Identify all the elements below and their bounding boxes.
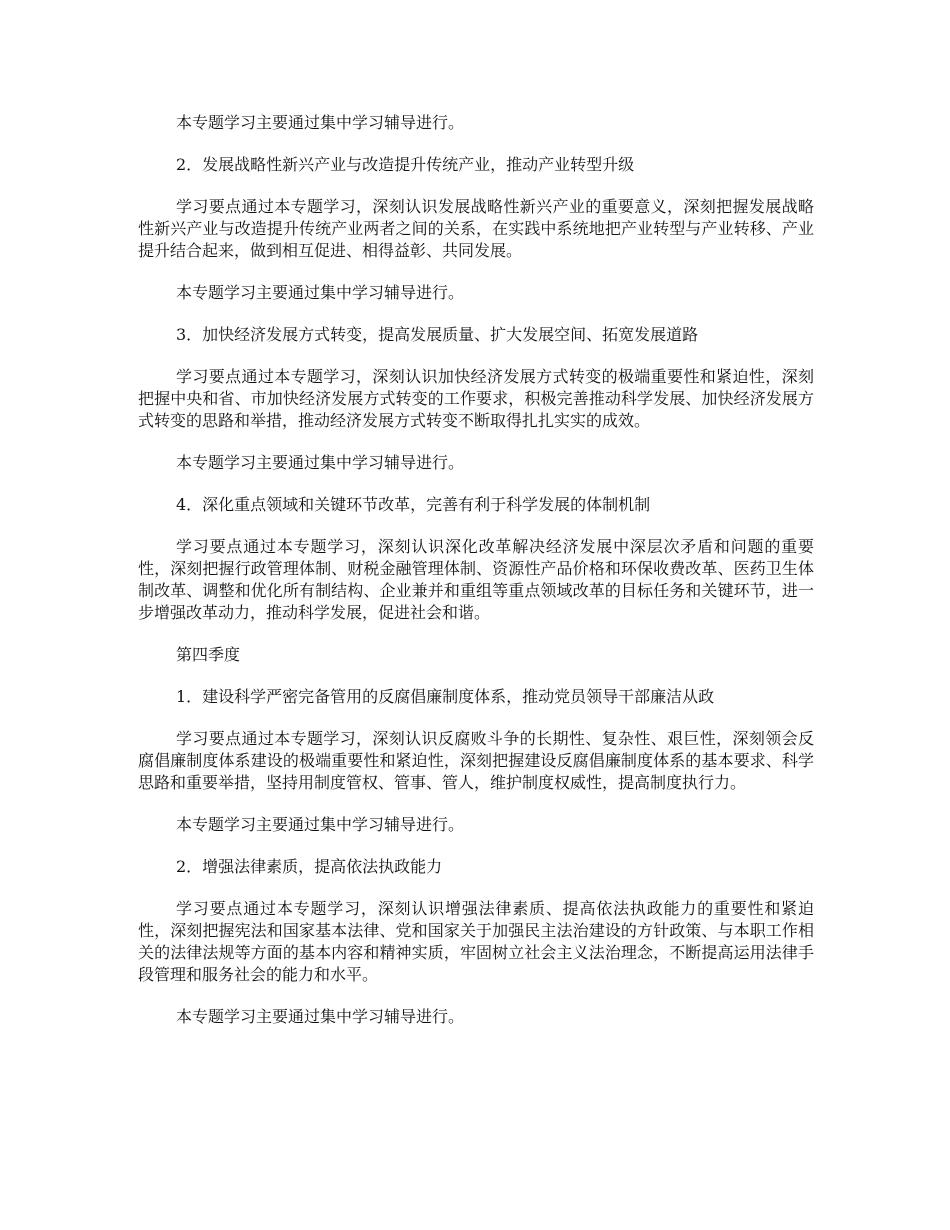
- paragraph-method-note: 本专题学习主要通过集中学习辅导进行。: [176, 453, 465, 472]
- paragraph-method-note: 本专题学习主要通过集中学习辅导进行。: [176, 283, 465, 302]
- paragraph-study-points: 学习要点通过本专题学习，深刻认识深化改革解决经济发展中深层次矛盾和问题的重要性，深刻把握行政管理体制、财税金融管理体制、资源性产品价格和环保收费改革、医药卫生体制改革、调整和优化所有制结构、企业兼并和重组等重点领域改革的目标任务和关键环节，进一步增强改革动力，推动科学发展，促进社会和谐。: [138, 537, 814, 622]
- paragraph-study-points: 学习要点通过本专题学习，深刻认识发展战略性新兴产业的重要意义，深刻把握发展战略性新兴产业与改造提升传统产业两者之间的关系，在实践中系统地把产业转型与产业转移、产业提升结合起来，做到相互促进、相得益彰、共同发展。: [138, 197, 814, 260]
- paragraph-method-note: 本专题学习主要通过集中学习辅导进行。: [176, 815, 465, 834]
- topic-heading: 1．建设科学严密完备管用的反腐倡廉制度体系，推动党员领导干部廉洁从政: [176, 687, 715, 706]
- topic-heading: 4．深化重点领域和关键环节改革，完善有利于科学发展的体制机制: [176, 495, 651, 514]
- topic-heading: 2．增强法律素质，提高依法执政能力: [176, 857, 443, 876]
- paragraph-method-note: 本专题学习主要通过集中学习辅导进行。: [176, 113, 465, 132]
- topic-heading: 3．加快经济发展方式转变，提高发展质量、扩大发展空间、拓宽发展道路: [176, 325, 699, 344]
- paragraph-study-points: 学习要点通过本专题学习，深刻认识反腐败斗争的长期性、复杂性、艰巨性，深刻领会反腐倡廉制度体系建设的极端重要性和紧迫性，深刻把握建设反腐倡廉制度体系的基本要求、科学思路和重要举措，坚持用制度管权、管事、管人，维护制度权威性，提高制度执行力。: [138, 729, 814, 792]
- section-heading-quarter: 第四季度: [176, 645, 241, 664]
- document-body: [138, 112, 814, 1048]
- paragraph-study-points: 学习要点通过本专题学习，深刻认识增强法律素质、提高依法执政能力的重要性和紧迫性，深刻把握宪法和国家基本法律、党和国家关于加强民主法治建设的方针政策、与本职工作相关的法律法规等方面的基本内容和精神实质，牢固树立社会主义法治理念，不断提高运用法律手段管理和服务社会的能力和水平。: [138, 899, 814, 984]
- paragraph-method-note: 本专题学习主要通过集中学习辅导进行。: [176, 1007, 465, 1026]
- paragraph-study-points: 学习要点通过本专题学习，深刻认识加快经济发展方式转变的极端重要性和紧迫性，深刻把握中央和省、市加快经济发展方式转变的工作要求，积极完善推动科学发展、加快经济发展方式转变的思路和举措，推动经济发展方式转变不断取得扎扎实实的成效。: [138, 367, 814, 430]
- topic-heading: 2．发展战略性新兴产业与改造提升传统产业，推动产业转型升级: [176, 155, 635, 174]
